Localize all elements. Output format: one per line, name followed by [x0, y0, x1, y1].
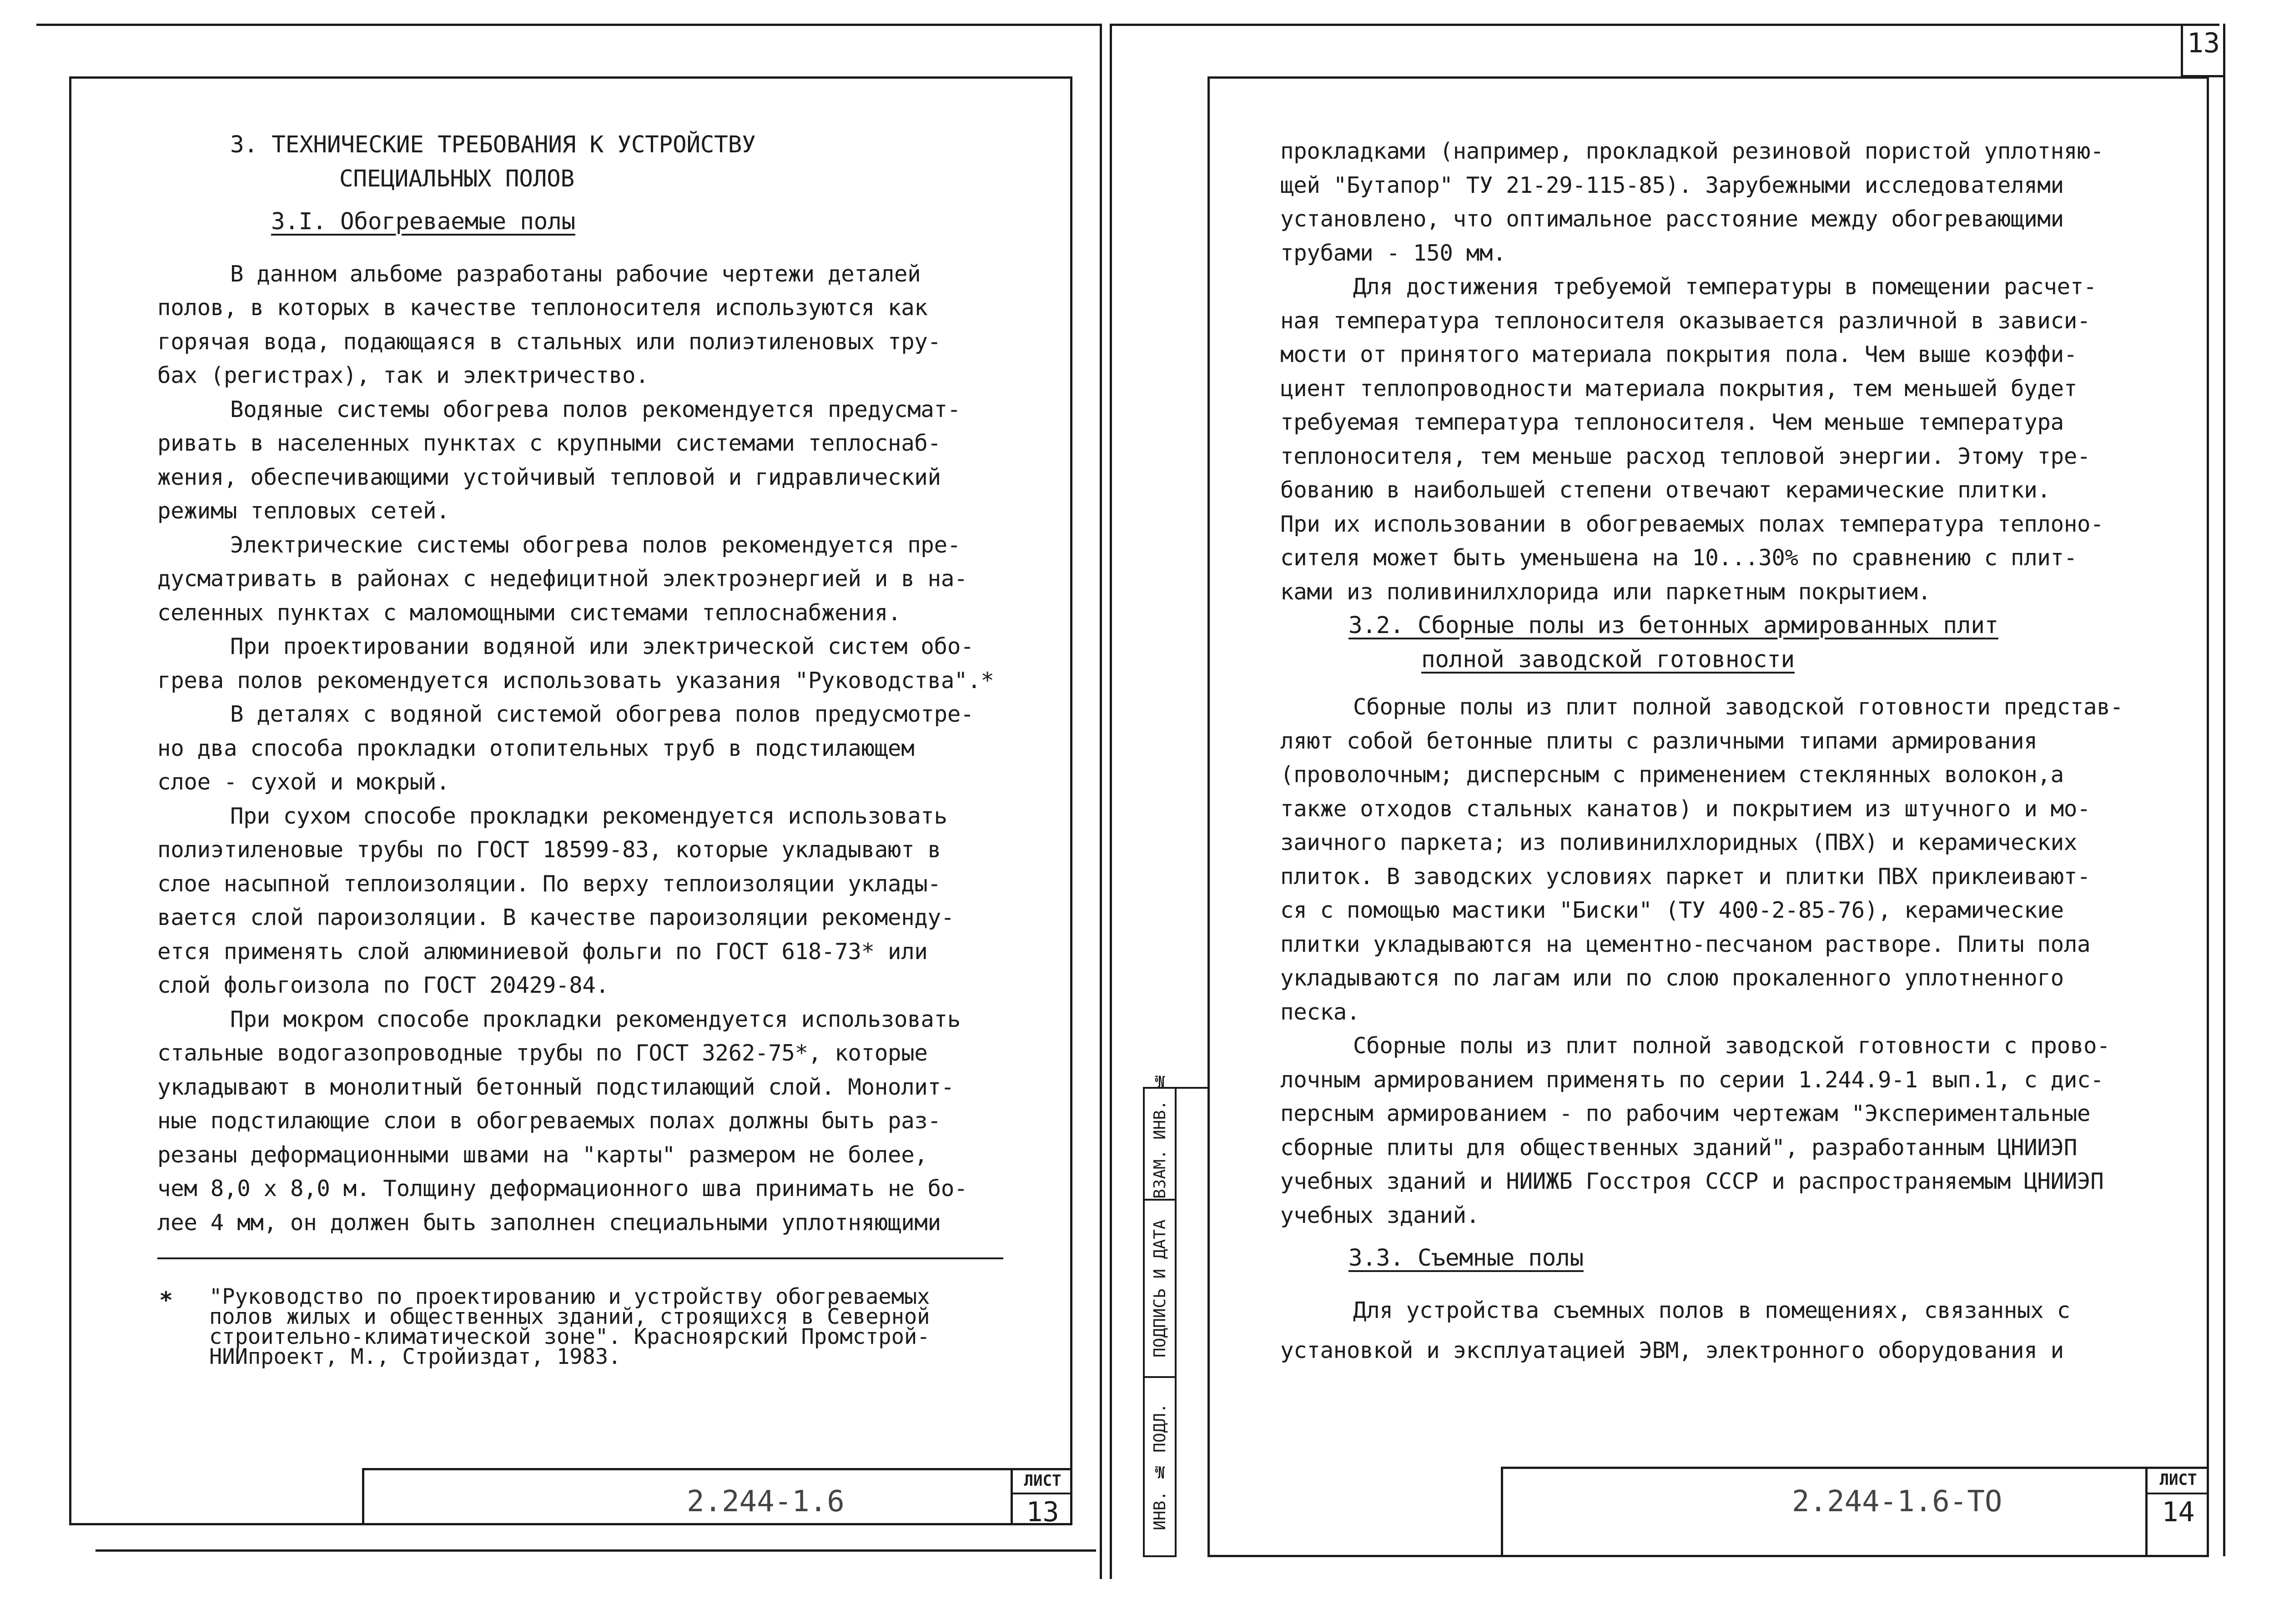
body-line: персным армированием - по рабочим чертежам "Экспериментальные: [1280, 1101, 2091, 1126]
body-line: Для достижения требуемой температуры в помещении расчет-: [1353, 274, 2097, 300]
footnote-line: "Руководство по проектированию и устройству обогреваемых: [209, 1284, 930, 1309]
corner-sheet-number: 13: [2187, 27, 2220, 59]
body-line: ная температура теплоносителя оказывается различной в зависи-: [1280, 307, 2091, 334]
footnote: [209, 1284, 930, 1369]
body-line: резаны деформационными швами на "карты" размером не более,: [157, 1141, 928, 1168]
right-page-text: [1280, 135, 2123, 1368]
body-line: ные подстилающие слои в обогреваемых полах должны быть раз-: [157, 1108, 941, 1134]
right-stamp-code: 2.244-1.6-ТО: [1792, 1485, 2002, 1518]
body-line: Для устройства съемных полов в помещениях, связанных с: [1353, 1297, 2070, 1323]
body-line: укладывают в монолитный бетонный подстилающий слой. Монолит-: [157, 1074, 955, 1100]
left-bottom-extension: [96, 1549, 1096, 1552]
body-line: плиток. В заводских условиях паркет и плитки ПВХ приклеивают-: [1280, 863, 2091, 890]
body-line: также отходов стальных канатов) и покрытием из штучного и мо-: [1280, 795, 2091, 822]
spacer: [1280, 677, 2123, 690]
body-line: Водяные системы обогрева полов рекомендуется предусмат-: [230, 396, 961, 422]
body-line: лочным армированием применять по серии 1.244.9-1 вып.1, с дис-: [1280, 1066, 2104, 1093]
spacer: [1280, 1232, 2123, 1242]
right-sheet-label: ЛИСТ: [2159, 1471, 2197, 1489]
section-heading-line-2: СПЕЦИАЛЬНЫХ ПОЛОВ: [339, 165, 574, 192]
top-rule-left: [36, 24, 1101, 26]
section-heading-line-1: 3. ТЕХНИЧЕСКИЕ ТРЕБОВАНИЯ К УСТРОЙСТВУ: [230, 131, 756, 158]
side-stamp-vzam-inv: ВЗАМ. ИНВ. №: [1144, 1087, 1177, 1201]
top-rule-right: [1110, 24, 2219, 26]
body-line: полов, в которых в качестве теплоносителя используются как: [157, 295, 928, 321]
subsection-heading-3-2: 3.2. Сборные полы из бетонных армированных плит: [1348, 612, 1999, 639]
body-line: горячая вода, подающаяся в стальных или полиэтиленовых тру-: [157, 328, 941, 355]
body-line: В данном альбоме разработаны рабочие чертежи деталей: [230, 261, 921, 287]
body-line: вается слой пароизоляции. В качестве пароизоляции рекоменду-: [157, 905, 955, 930]
body-line: песка.: [1280, 999, 1360, 1025]
body-line: бах (регистрах), так и электричество.: [157, 362, 649, 388]
body-line: мости от принятого материала покрытия пола. Чем выше коэффи-: [1280, 342, 2078, 367]
spacer: [157, 239, 994, 257]
body-line: требуемая температура теплоносителя. Чем меньше температура: [1280, 409, 2064, 435]
body-line: установкой и эксплуатацией ЭВМ, электронного оборудования и: [1280, 1337, 2064, 1363]
left-sheet-label: ЛИСТ: [1024, 1472, 1062, 1490]
body-line: теплоносителя, тем меньше расход тепловой энергии. Этому тре-: [1280, 443, 2091, 469]
body-line: плитки укладываются на цементно-песчаном растворе. Плиты пола: [1280, 931, 2091, 957]
left-sheet-cell-hline: [1011, 1493, 1072, 1494]
body-line: Сборные полы из плит полной заводской готовности с прово-: [1353, 1033, 2110, 1059]
body-line: ется применять слой алюминиевой фольги по ГОСТ 618-73* или: [157, 938, 928, 965]
right-outer-border: [2223, 24, 2225, 1556]
left-page-text: [157, 128, 994, 1240]
body-line: При их использовании в обогреваемых полах температура теплоно-: [1280, 511, 2104, 537]
body-line: полиэтиленовые трубы по ГОСТ 18599-83, которые укладывают в: [157, 837, 941, 863]
body-line: сителя может быть уменьшена на 10...30% по сравнению с плит-: [1280, 545, 2078, 571]
left-stamp-code: 2.244-1.6: [687, 1485, 845, 1518]
body-line: В деталях с водяной системой обогрева полов предусмотре-: [230, 701, 974, 727]
body-line: режимы тепловых сетей.: [157, 498, 450, 524]
body-line: селенных пунктах с маломощными системами теплоснабжения.: [157, 599, 901, 626]
body-line: ляют собой бетонные плиты с различными типами армирования: [1280, 728, 2038, 754]
body-line: установлено, что оптимальное расстояние между обогревающими: [1280, 206, 2064, 232]
body-line: ривать в населенных пунктах с крупными системами теплоснаб-: [157, 430, 941, 456]
body-line: ся с помощью мастики "Биски" (ТУ 400-2-85-76), керамические: [1280, 897, 2064, 923]
body-line: жения, обеспечивающими устойчивый тепловой и гидравлический: [157, 464, 941, 490]
body-line: При проектировании водяной или электрической систем обо-: [230, 634, 974, 659]
right-sheet-number: 14: [2162, 1496, 2195, 1528]
body-line: При мокром способе прокладки рекомендуется использовать: [230, 1006, 961, 1032]
body-line: учебных зданий.: [1280, 1202, 1480, 1228]
body-line: но два способа прокладки отопительных труб в подстилающем: [157, 735, 915, 761]
spacer: [1280, 1276, 2123, 1294]
body-line: Сборные полы из плит полной заводской готовности представ-: [1353, 694, 2123, 720]
side-stamp-podpis-data: ПОДПИСЬ И ДАТА: [1144, 1201, 1177, 1378]
body-line: щей "Бутапор" ТУ 21-29-115-85). Зарубежными исследователями: [1280, 172, 2064, 198]
footnote-mark: *: [159, 1287, 173, 1313]
subsection-heading: 3.I. Обогреваемые полы: [271, 208, 575, 235]
body-line: (проволочным; дисперсным с применением стеклянных волокон,а: [1280, 762, 2064, 788]
body-line: слое - сухой и мокрый.: [157, 769, 450, 795]
body-line: стальные водогазопроводные трубы по ГОСТ 3262-75*, которые: [157, 1040, 928, 1066]
subsection-heading-3-3: 3.3. Съемные полы: [1348, 1245, 1584, 1272]
body-line: укладываются по лагам или по слою прокаленного уплотненного: [1280, 965, 2064, 991]
side-stamp-inv-podl: ИНВ. № ПОДЛ.: [1144, 1378, 1177, 1557]
body-line: сборные плиты для общественных зданий", разработанным ЦНИИЭП: [1280, 1134, 2078, 1161]
footnote-line: НИИпроект, М., Стройиздат, 1983.: [209, 1344, 621, 1369]
body-line: ками из поливинилхлорида или паркетным покрытием.: [1280, 578, 1931, 605]
left-sheet-number: 13: [1026, 1496, 1059, 1528]
body-line: дусматривать в районах с недефицитной электроэнергией и в на-: [157, 566, 968, 592]
fold-line-right: [1110, 24, 1112, 1579]
body-line: грева полов рекомендуется использовать указания "Руководства".*: [157, 667, 994, 694]
body-line: бованию в наибольшей степени отвечают керамические плитки.: [1280, 477, 2051, 503]
body-line: лее 4 мм, он должен быть заполнен специальными уплотняющими: [157, 1209, 941, 1236]
body-line: циент теплопроводности материала покрытия, тем меньшей будет: [1280, 375, 2078, 402]
body-line: заичного паркета; из поливинилхлоридных (ПВХ) и керамических: [1280, 830, 2078, 855]
body-line: чем 8,0 х 8,0 м. Толщину деформационного шва принимать не бо-: [157, 1176, 968, 1202]
body-line: При сухом способе прокладки рекомендуется использовать: [230, 803, 947, 829]
body-line: прокладками (например, прокладкой резиновой пористой уплотняю-: [1280, 138, 2104, 164]
right-sheet-cell-hline: [2145, 1493, 2209, 1494]
footnote-line: строительно-климатической зоне". Красноярский Промстрой-: [209, 1324, 930, 1349]
body-line: Электрические системы обогрева полов рекомендуется пре-: [230, 532, 961, 558]
body-line: трубами - 150 мм.: [1280, 240, 1506, 266]
body-line: учебных зданий и НИИЖБ Госстроя СССР и распространяемым ЦНИИЭП: [1280, 1168, 2104, 1194]
body-line: слой фольгоизола по ГОСТ 20429-84.: [157, 972, 609, 998]
body-line: слое насыпной теплоизоляции. По верху теплоизоляции уклады-: [157, 870, 941, 897]
footnote-rule: [157, 1257, 1003, 1259]
subsection-heading-3-2-cont: полной заводской готовности: [1421, 646, 1795, 673]
fold-line-left: [1100, 24, 1102, 1579]
footnote-line: полов жилых и общественных зданий, строящихся в Северной: [209, 1304, 930, 1329]
